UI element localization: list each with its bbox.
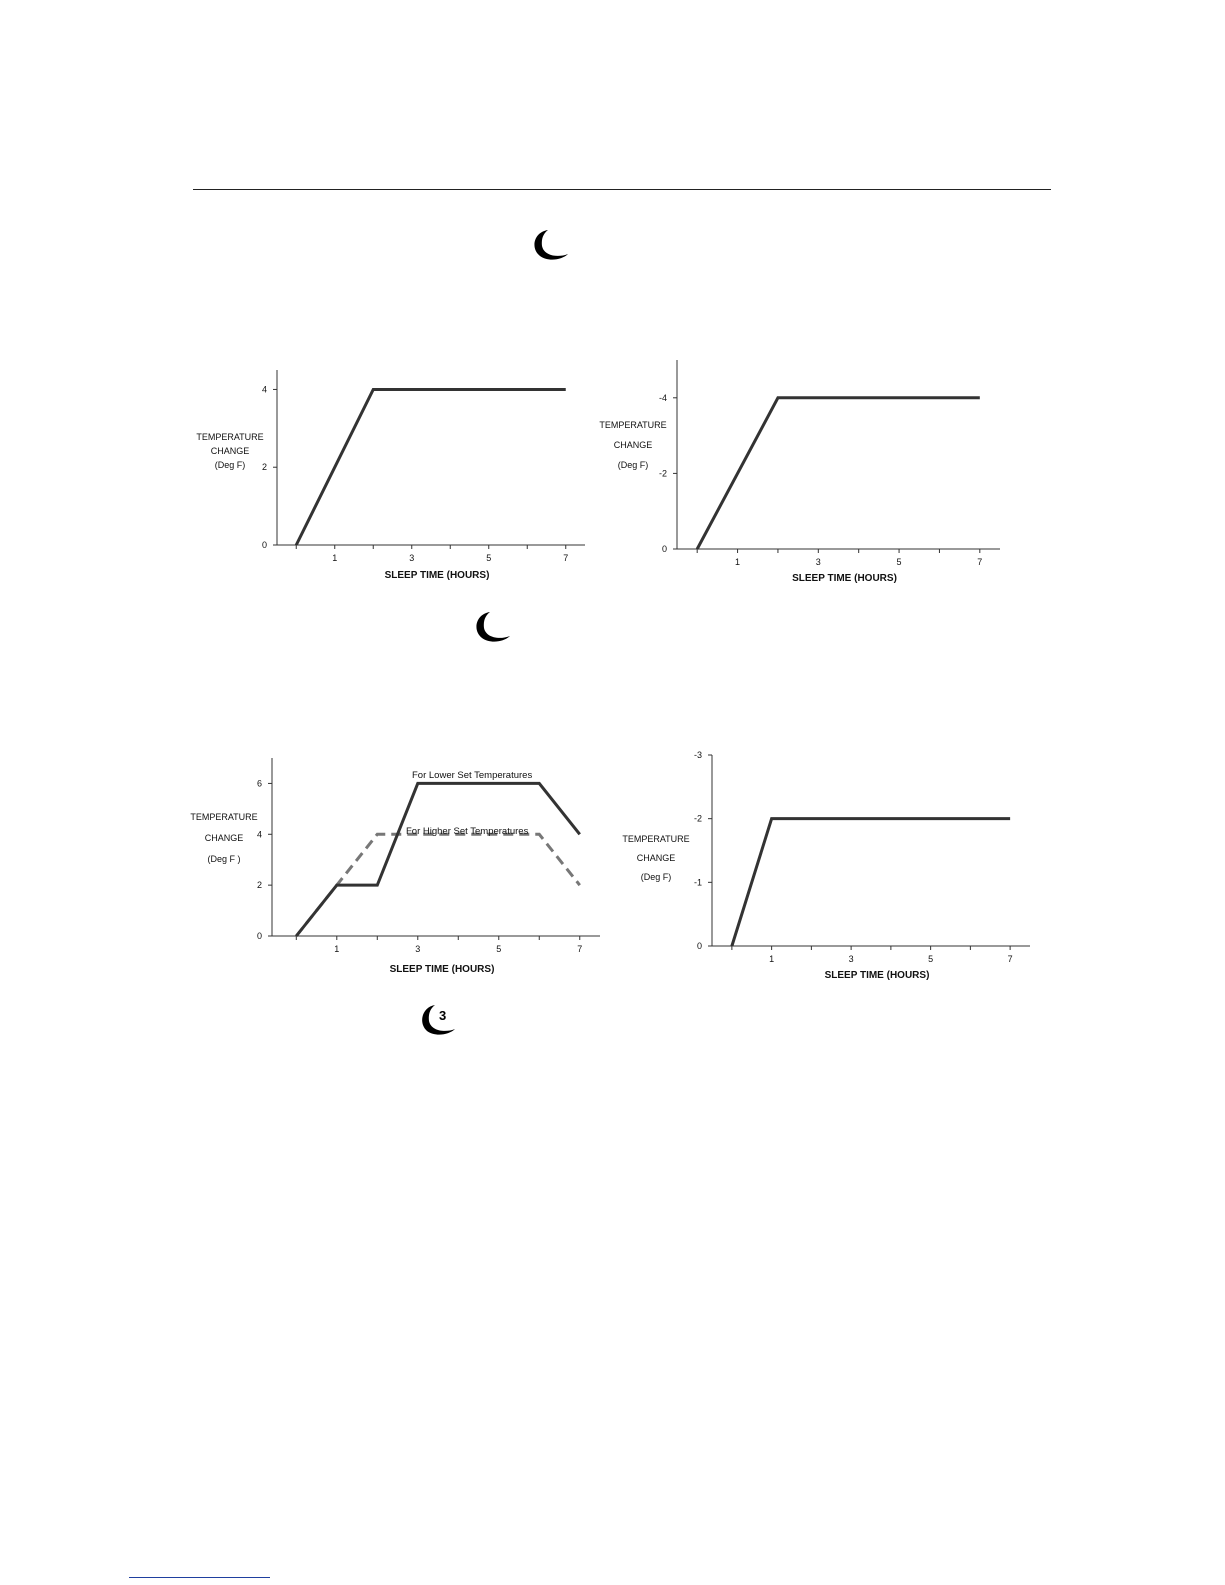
y-tick-label: 0 [696,941,702,951]
x-tick-label: 5 [928,954,934,964]
crescent-moon-icon [470,610,512,644]
x-tick-label: 5 [496,944,502,954]
crescent-moon-icon [528,228,570,262]
y-axis-label-line: TEMPERATURE [622,834,690,844]
y-axis-label-line: CHANGE [210,446,250,456]
y-axis-label-line: (Deg F) [214,460,246,470]
x-axis-label: SLEEP TIME (HOURS) [824,970,930,981]
y-axis-label-line: CHANGE [613,440,653,450]
series-label-higher-set-temperatures: For Higher Set Temperatures [406,826,529,837]
y-axis-label-line: CHANGE [636,853,676,863]
series-line [732,819,1010,946]
x-tick-label: 3 [815,557,821,567]
x-tick-label: 7 [977,557,983,567]
y-tick-label: 2 [261,462,267,473]
y-tick-label: 0 [661,544,667,554]
y-tick-label: 2 [256,880,262,891]
x-tick-label: 5 [896,557,902,567]
series-line [697,398,980,549]
y-tick-label: -2 [658,468,667,479]
y-tick-label: 0 [261,540,267,550]
chart-heating-set-temperature-curves [180,750,610,980]
y-axis-label-line: (Deg F) [617,460,649,470]
y-tick-label: 0 [256,931,262,941]
y-tick-label: 4 [256,829,262,840]
x-tick-label: 3 [415,944,421,954]
x-axis-label: SLEEP TIME (HOURS) [384,570,490,581]
x-tick-label: 3 [848,954,854,964]
y-tick-label: -3 [693,750,702,760]
x-tick-label: 3 [409,553,415,563]
chart-cooling-sleep-curve [595,350,1015,590]
y-axis-label-line: TEMPERATURE [599,420,667,430]
y-axis-label-line: (Deg F ) [207,854,241,864]
moon-number-label: 3 [439,1008,447,1023]
y-axis-label-line: TEMPERATURE [196,432,264,442]
x-axis-label: SLEEP TIME (HOURS) [389,964,495,975]
x-tick-label: 7 [563,553,569,563]
page-header-rule [193,189,1051,190]
x-tick-label: 1 [334,944,340,954]
series-line [296,389,566,545]
y-tick-label: -2 [693,813,702,824]
y-tick-label: 6 [256,778,262,789]
x-axis-label: SLEEP TIME (HOURS) [792,573,897,584]
series-label-lower-set-temperatures: For Lower Set Temperatures [412,770,533,781]
x-tick-label: 1 [769,954,775,964]
chart-heating-sleep-curve [180,360,600,590]
chart-cooling-short-sleep-curve [615,745,1040,985]
y-axis-label-line: CHANGE [204,833,244,843]
y-tick-label: 4 [261,384,267,395]
x-tick-label: 7 [577,944,583,954]
x-tick-label: 7 [1007,954,1013,964]
crescent-moon-3-icon [417,1003,459,1037]
x-tick-label: 5 [486,553,492,563]
y-axis-label-line: TEMPERATURE [190,812,258,822]
x-tick-label: 1 [332,553,338,563]
x-tick-label: 1 [735,557,741,567]
y-tick-label: -1 [693,877,702,888]
footer-link-underline [129,1577,270,1578]
series-line [296,783,579,936]
y-tick-label: -4 [658,392,667,403]
y-axis-label-line: (Deg F) [640,872,672,882]
